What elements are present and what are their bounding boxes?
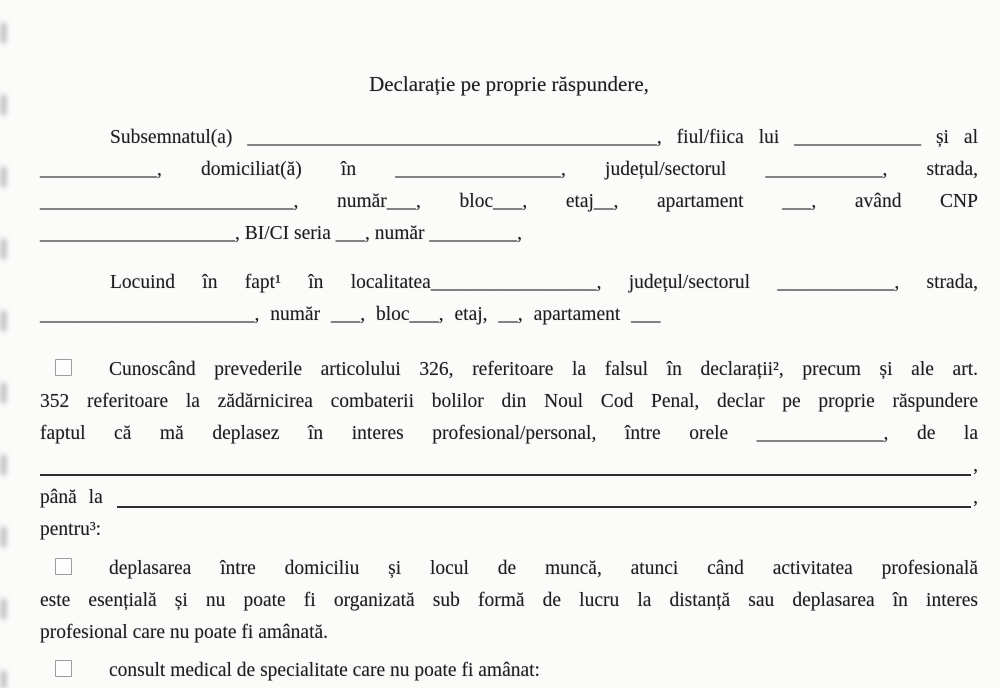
- doc-line: faptul că mă deplasez în interes profesional/personal, între orele _____________, de la: [40, 423, 978, 444]
- paragraph-residence: [40, 267, 978, 331]
- blank-write-line: [40, 473, 971, 476]
- document-content: [40, 0, 978, 687]
- doc-line: __________________________, număr___, bloc___, etaj__, apartament ___, având CNP: [40, 191, 978, 212]
- doc-line: [40, 553, 978, 585]
- checkbox-icon[interactable]: [55, 660, 72, 677]
- paragraph-identity: [40, 122, 978, 250]
- doc-line: [40, 655, 978, 687]
- checkbox-icon[interactable]: [55, 359, 72, 376]
- doc-line-text: Cunoscând prevederile articolului 326, referitoare la falsul în declarații², precum și ale art.: [109, 359, 978, 380]
- doc-line-text: deplasarea între domiciliu și locul de muncă, atunci când activitatea profesională: [109, 558, 978, 579]
- blank-line-row: [40, 450, 978, 482]
- doc-line: 352 referitoare la zădărnicirea combaterii bolilor din Noul Cod Penal, declar pe proprie răspundere: [40, 391, 978, 412]
- blank-line-row: [40, 482, 978, 514]
- paragraph-declaration: [40, 354, 978, 546]
- doc-line: Locuind în fapt¹ în localitatea_________________, județul/sectorul ____________, strada,: [110, 272, 978, 293]
- doc-line-text: consult medical de specialitate care nu poate fi amânat:: [109, 660, 540, 681]
- scan-edge-artifact: [0, 0, 7, 688]
- doc-line: ______________________, număr ___, bloc___, etaj, __, apartament ___: [40, 304, 661, 325]
- paragraph-reason-work-travel: [40, 553, 978, 649]
- blank-write-line: [117, 505, 971, 508]
- doc-line: profesional care nu poate fi amânată.: [40, 622, 329, 643]
- doc-line: [40, 354, 978, 386]
- doc-line: pentru³:: [40, 519, 102, 540]
- doc-line-text: ,: [973, 487, 978, 508]
- doc-line-text: ,: [973, 455, 978, 476]
- doc-line: ____________, domiciliat(ă) în _________________, județul/sectorul ____________, strada,: [40, 159, 978, 180]
- checkbox-icon[interactable]: [55, 558, 72, 575]
- doc-line: ____________________, BI/CI seria ___, număr _________,: [40, 223, 523, 244]
- doc-line: este esențială și nu poate fi organizată sub formă de lucru la distanță sau deplasarea în interes: [40, 590, 978, 611]
- document-title: Declarație pe proprie răspundere,: [369, 72, 649, 96]
- doc-line: Subsemnatul(a) __________________________________________, fiul/fiica lui _____________ și al: [110, 127, 978, 148]
- paragraph-reason-medical: [40, 655, 978, 687]
- doc-line-text: până la: [40, 487, 103, 508]
